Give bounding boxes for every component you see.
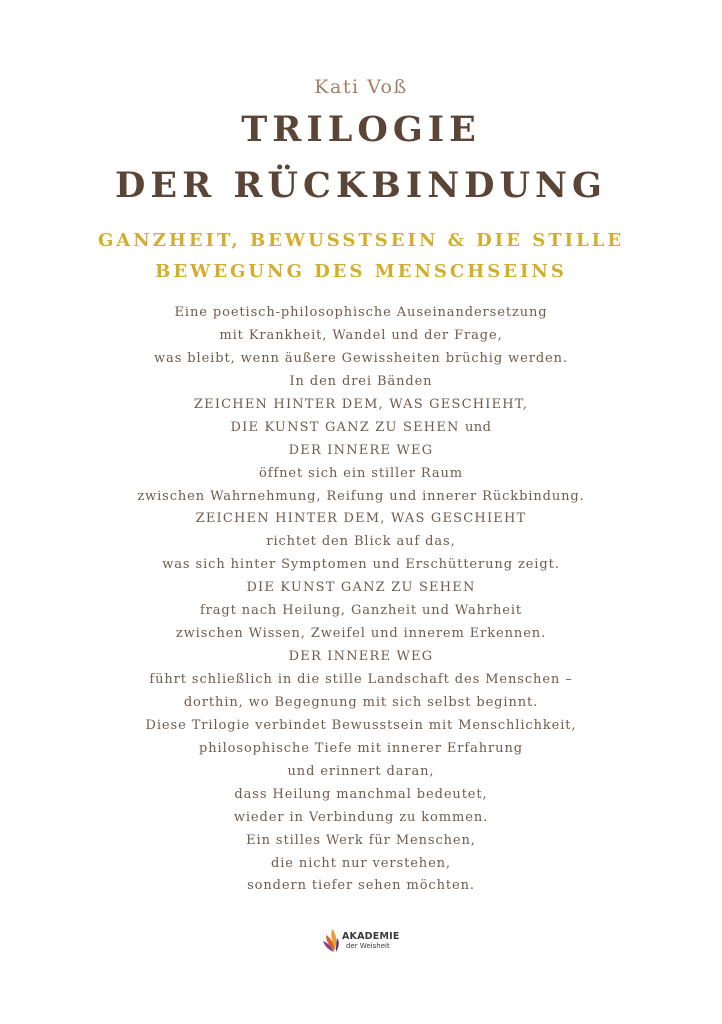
description-line: Ein stilles Werk für Menschen, [246,832,476,848]
description-line: ZEICHEN HINTER DEM, WAS GESCHIEHT [195,511,527,527]
subtitle-line-1: GANZHEIT, BEWUSSTSEIN & DIE STILLE [97,230,625,251]
volume-title: DIE KUNST GANZ ZU SEHEN [230,419,460,435]
description-line [0,417,722,440]
description-line: fragt nach Heilung, Ganzheit und Wahrheit [199,603,523,619]
description-line: dorthin, wo Begegnung mit sich selbst beginnt. [183,694,539,710]
title-line-1: TRILOGIE [241,109,481,150]
description-line: In den drei Bänden [289,373,433,389]
conjunction: und [464,419,492,435]
description-line: und erinnert daran, [287,763,435,779]
description-line: Eine poetisch-philosophische Auseinandersetzung [174,305,548,320]
description-line: Diese Trilogie verbindet Bewusstsein mit Menschlichkeit, [145,717,577,733]
title-line-2: DER RÜCKBINDUNG [115,165,607,206]
flame-icon [323,926,343,954]
description-line: mit Krankheit, Wandel und der Frage, [219,327,503,343]
publisher-logo [323,926,403,956]
description-line: sondern tiefer sehen möchten. [247,878,475,894]
description-line: DIE KUNST GANZ ZU SEHEN [246,580,476,596]
description-line: DER INNERE WEG [288,442,434,458]
description-line: zwischen Wahrnehmung, Reifung und innerer Rückbindung. [137,488,585,504]
description-line: was bleibt, wenn äußere Gewissheiten brüchig werden. [154,350,568,366]
description-line: führt schließlich in die stille Landschaft des Menschen – [149,672,573,687]
description-line: was sich hinter Symptomen und Erschütterung zeigt. [162,557,560,573]
description-text [0,302,722,898]
logo-text-der-weisheit: der Weisheit [346,942,390,950]
logo-text-akademie: AKADEMIE [342,931,400,942]
subtitle-line-2: BEWEGUNG DES MENSCHSEINS [155,261,567,282]
description-line: öffnet sich ein stiller Raum [259,465,463,481]
description-line: ZEICHEN HINTER DEM, WAS GESCHIEHT, [193,396,529,412]
description-line: wieder in Verbindung zu kommen. [233,809,489,825]
description-line: die nicht nur verstehen, [271,855,451,871]
description-line: richtet den Blick auf das, [266,534,456,550]
description-line: philosophische Tiefe mit innerer Erfahrung [199,740,523,756]
description-line: dass Heilung manchmal bedeutet, [234,786,488,802]
description-line: zwischen Wissen, Zweifel und innerem Erkennen. [175,626,547,642]
author-name: Kati Voß [314,76,408,98]
description-line: DER INNERE WEG [288,649,434,665]
